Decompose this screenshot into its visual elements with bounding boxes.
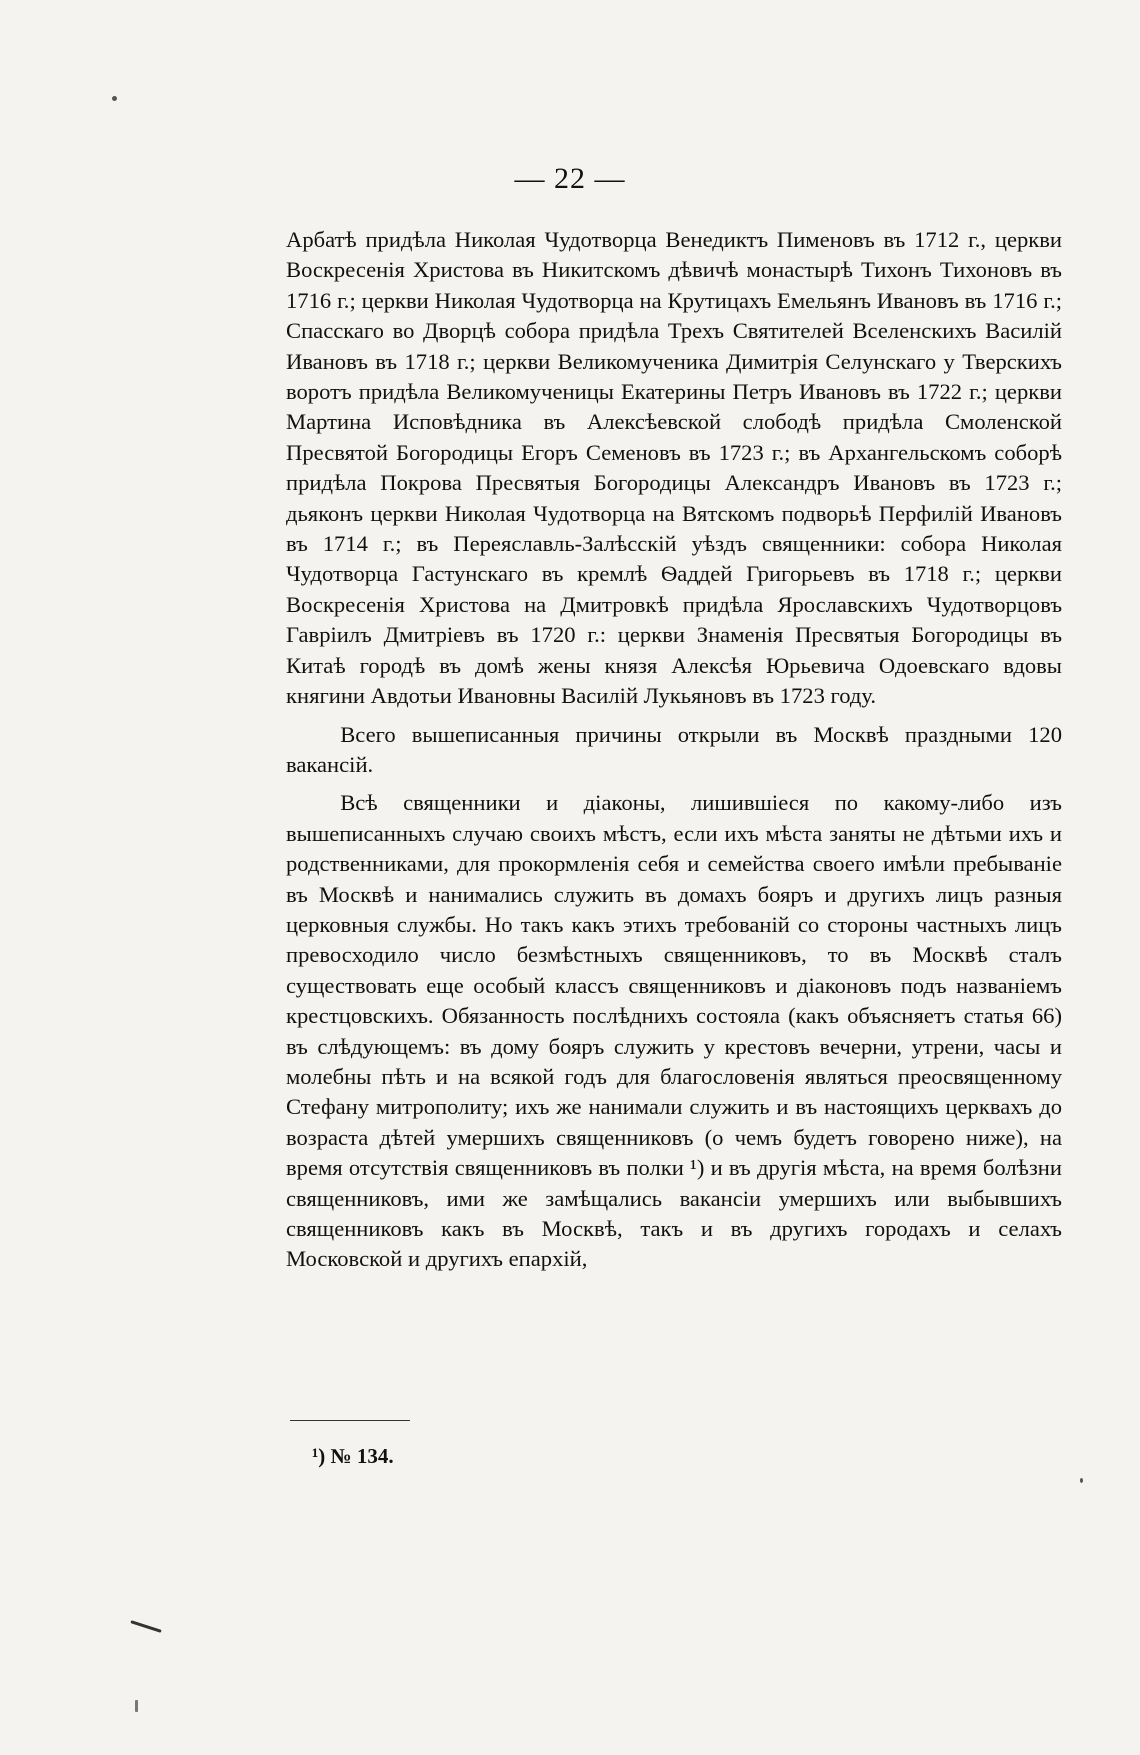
scan-speck [1080,1478,1083,1483]
paragraph-3: Всѣ священники и діаконы, лишившіеся по какому-либо изъ вышеписанныхъ случаю своихъ мѣстъ, если ихъ мѣста заняты не дѣтьми ихъ и родственниками, для прокормленія себя и семейства своего имѣли пребываніе въ Москвѣ и нанимались служить въ домахъ бояръ и другихъ лицъ разныя церковныя службы. Но такъ какъ этихъ требованій со стороны частныхъ лицъ превосходило число безмѣстныхъ священниковъ, то въ Москвѣ сталъ существовать еще особый классъ священниковъ и діаконовъ подъ названіемъ крестцовскихъ. Обязанность послѣднихъ состояла (какъ объясняетъ статья 66) въ слѣдующемъ: въ дому бояръ служить у крестовъ вечерни, утрени, часы и молебны пѣть и на всякой годъ для благословенія являться преосвященному Стефану митрополиту; ихъ же нанимали служить и въ настоящихъ церквахъ до возраста дѣтей умершихъ священниковъ (о чемъ будетъ говорено ниже), на время отсутствія священниковъ въ полки ¹) и въ другія мѣста, на время болѣзни священниковъ, ими же замѣщались вакансіи умершихъ или выбывшихъ священниковъ какъ въ Москвѣ, такъ и въ другихъ городахъ и селахъ Московской и другихъ епархій, [286,790,1062,1272]
footnote-divider [290,1420,410,1421]
body-text [286,225,1062,1279]
scan-speck [130,1620,161,1633]
footnote: ¹) № 134. [312,1444,394,1468]
page-number: — 22 — [514,162,626,195]
paragraph-1: Арбатѣ придѣла Николая Чудотворца Венедиктъ Пименовъ въ 1712 г., церкви Воскресенія Христова въ Никитскомъ дѣвичѣ монастырѣ Тихонъ Тихоновъ въ 1716 г.; церкви Николая Чудотворца на Крутицахъ Емельянъ Ивановъ въ 1716 г.; Спасскаго во Дворцѣ собора придѣла Трехъ Святителей Вселенскихъ Василій Ивановъ въ 1718 г.; церкви Великомученика Димитрія Селунскаго у Тверскихъ воротъ придѣла Великомученицы Екатерины Петръ Ивановъ въ 1722 г.; церкви Мартина Исповѣдника въ Алексѣевской слободѣ придѣла Смоленской Пресвятой Богородицы Егоръ Семеновъ въ 1723 г.; въ Архангельскомъ соборѣ придѣла Покрова Пресвятыя Богородицы Александръ Ивановъ въ 1723 г.; дьяконъ церкви Николая Чудотворца на Вятскомъ подворьѣ Перфилій Ивановъ въ 1714 г.; въ Переяславль-Залѣсскій уѣздъ священники: собора Николая Чудотворца Гастунскаго въ кремлѣ Ѳаддей Григорьевъ въ 1718 г.; церкви Воскресенія Христова на Дмитровкѣ придѣла Ярославскихъ Чудотворцовъ Гавріилъ Дмитріевъ въ 1720 г.: церкви Знаменія Пресвятыя Богородицы въ Китаѣ городѣ въ домѣ жены князя Алексѣя Юрьевича Одоевскаго вдовы княгини Авдотьи Ивановны Василій Лукьяновъ въ 1723 году. [286,227,1062,709]
scan-speck [135,1700,138,1712]
paragraph-2: Всего вышеписанныя причины открыли въ Москвѣ праздными 120 вакансій. [286,721,1062,777]
scan-speck [112,96,117,101]
